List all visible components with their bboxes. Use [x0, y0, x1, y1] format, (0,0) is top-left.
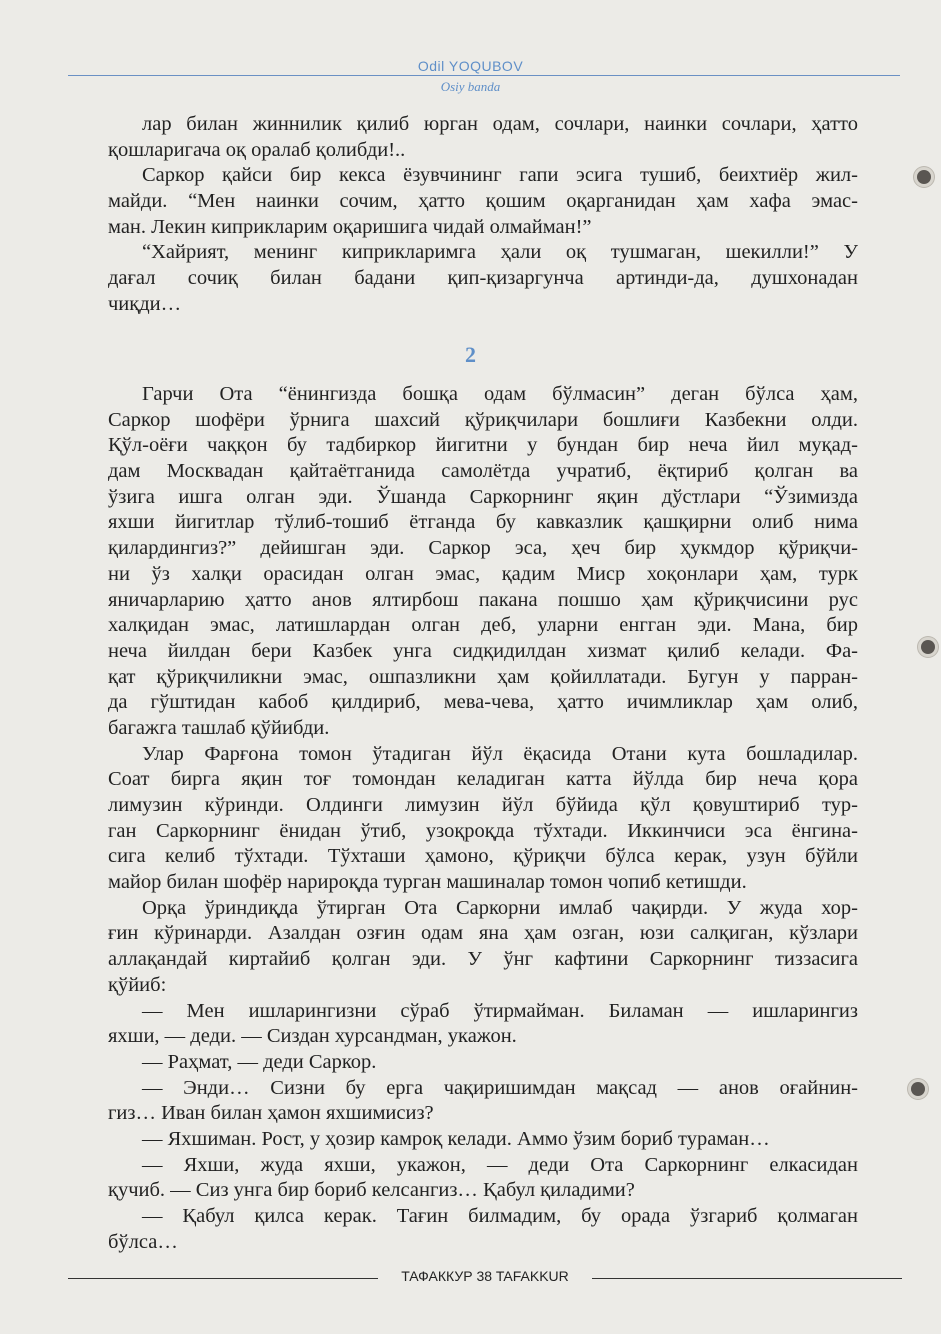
text-line: — Мен ишларингизни сўраб ўтирмайман. Биламан — ишларингиз [142, 999, 858, 1022]
text-line: яхши йигитлар тўлиб-тошиб ётганда бу кавказлик қашқирни олиб нима [108, 511, 858, 534]
text-line: Орқа ўриндиқда ўтирган Ота Саркорни имлаб чақирди. У жуда хор- [142, 896, 858, 919]
text-line: лар билан жиннилик қилиб юрган одам, сочлари, наинки сочлари, ҳатто [142, 113, 858, 135]
text-line: қат қўриқчиликни эмас, ошпазликни ҳам қойиллатади. Бугун у парран- [108, 665, 858, 688]
text-line: сига келиб тўхтади. Тўхташи ҳамоно, қўриқчи бўлса керак, узун бўйли [108, 845, 858, 868]
text-line: қилардингиз?” дейишган эди. Саркор эса, ҳеч бир ҳукмдор қўриқчи- [108, 537, 858, 560]
text-line: багажга ташлаб қўйибди. [108, 716, 330, 739]
text-line: ни ўз халқи орасидан олган эмас, қадим Миср хоқонлари ҳам, турк [108, 562, 858, 585]
section-number: 2 [465, 342, 476, 367]
text-line: ган Саркорнинг ёнидан ўтиб, узоқроқда тўхтади. Иккинчиси эса ёнгина- [108, 819, 858, 842]
text-line: да гўштидан кабоб қилдириб, мева-чева, ҳатто ичимликлар ҳам олиб, [108, 691, 858, 714]
text-line: — Яхши, жуда яхши, укажон, — деди Ота Саркорнинг елкасидан [142, 1153, 858, 1176]
text-line: яничарларию ҳатто анов ялтирбош пакана пошшо ҳам қўриқчисини рус [108, 588, 858, 611]
text-line: халқидан эмас, латишлардан олган деб, уларни енгган эди. Мана, бир [108, 614, 858, 637]
text-line: гиз… Иван билан ҳамон яхшимисиз? [108, 1102, 434, 1125]
text-line: — Раҳмат, — деди Саркор. [142, 1050, 377, 1073]
running-header-author: Odil YOQUBOV [417, 58, 524, 74]
text-line: лимузин кўринди. Олдинги лимузин йўл бўйида қўл қовуштириб тур- [108, 794, 858, 816]
text-line: аллақандай киртайиб қолган эди. У ўнг кафтини Саркорнинг тиззасига [108, 948, 858, 971]
text-line: Саркор шофёри ўрнига шахсий қўриқчилари бошлиғи Казбекни олди. [108, 408, 858, 431]
footer-rule-left [68, 1278, 378, 1279]
text-line: Гарчи Ота “ёнингизда бошқа одам бўлмасин” деган бўлса ҳам, [142, 383, 858, 405]
running-header-title: Osiy banda [440, 79, 501, 94]
text-line: Соат бирга яқин тоғ томондан келадиган катта йўлда бир неча қора [108, 768, 858, 791]
text-line: қучиб. — Сиз унга бир бориб келсангиз… Қабул қиладими? [108, 1179, 635, 1202]
text-line: чиқди… [108, 292, 182, 315]
text-line: Қўл-оёғи чаққон бу тадбиркор йигитни у бундан бир неча йил муқад- [108, 434, 858, 457]
punch-hole [921, 640, 935, 654]
text-block-top [108, 112, 858, 318]
text-line: — Қабул қилса керак. Тағин билмадим, бу орада ўзгариб қолмаган [142, 1205, 858, 1227]
text-line: бўлса… [108, 1230, 178, 1253]
text-line: ғин кўринарди. Азалдан озғин одам яна ҳам озган, юзи салқиган, кўзлари [108, 922, 858, 945]
header-rule [68, 75, 900, 76]
text-line: — Энди… Сизни бу ерга чақиришимдан мақсад — анов оғайнин- [142, 1076, 858, 1099]
text-line: майди. “Мен наинки сочим, ҳатто қошим оқарганидан ҳам хафа эмас- [108, 190, 858, 213]
text-line: неча йилдан бери Казбек унга сидқидилдан хизмат қилиб келади. Фа- [108, 639, 858, 662]
text-line: майор билан шофёр нарироқда турган машиналар томон чопиб кетишди. [108, 871, 747, 894]
text-block-main [108, 382, 858, 1255]
text-line: қошларигача оқ оралаб қолибди!.. [108, 138, 406, 161]
text-line: “Хайрият, менинг киприкларимга ҳали оқ тушмаган, шекилли!” У [142, 241, 858, 264]
text-line: дам Москвадан қайтаётганида самолётда учратиб, ёқтириб қолган ва [108, 460, 858, 483]
footer-rule-right [592, 1278, 902, 1279]
text-line: — Яхшиман. Рост, у ҳозир камроқ келади. Аммо ўзим бориб тураман… [142, 1127, 770, 1150]
text-line: ўзига ишга олган эди. Ўшанда Саркорнинг яқин дўстлари “Ўзимизда [108, 485, 858, 508]
punch-hole [911, 1082, 925, 1096]
footer-page-number: ТАФАККУР 38 TAFAKKUR [401, 1268, 569, 1284]
text-line: Саркор қайси бир кекса ёзувчининг гапи эсига тушиб, беихтиёр жил- [142, 164, 858, 187]
text-line: қўйиб: [108, 973, 167, 996]
text-line: Улар Фарғона томон ўтадиган йўл ёқасида Отани кута бошладилар. [142, 742, 858, 765]
text-line: яхши, — деди. — Сиздан хурсандман, укажон. [108, 1025, 517, 1048]
text-line: дағал сочиқ билан бадани қип-қизаргунча артинди-да, душхонадан [108, 267, 858, 290]
text-line: ман. Лекин киприкларим оқаришига чидай олмайман!” [108, 215, 592, 238]
punch-hole [917, 170, 931, 184]
